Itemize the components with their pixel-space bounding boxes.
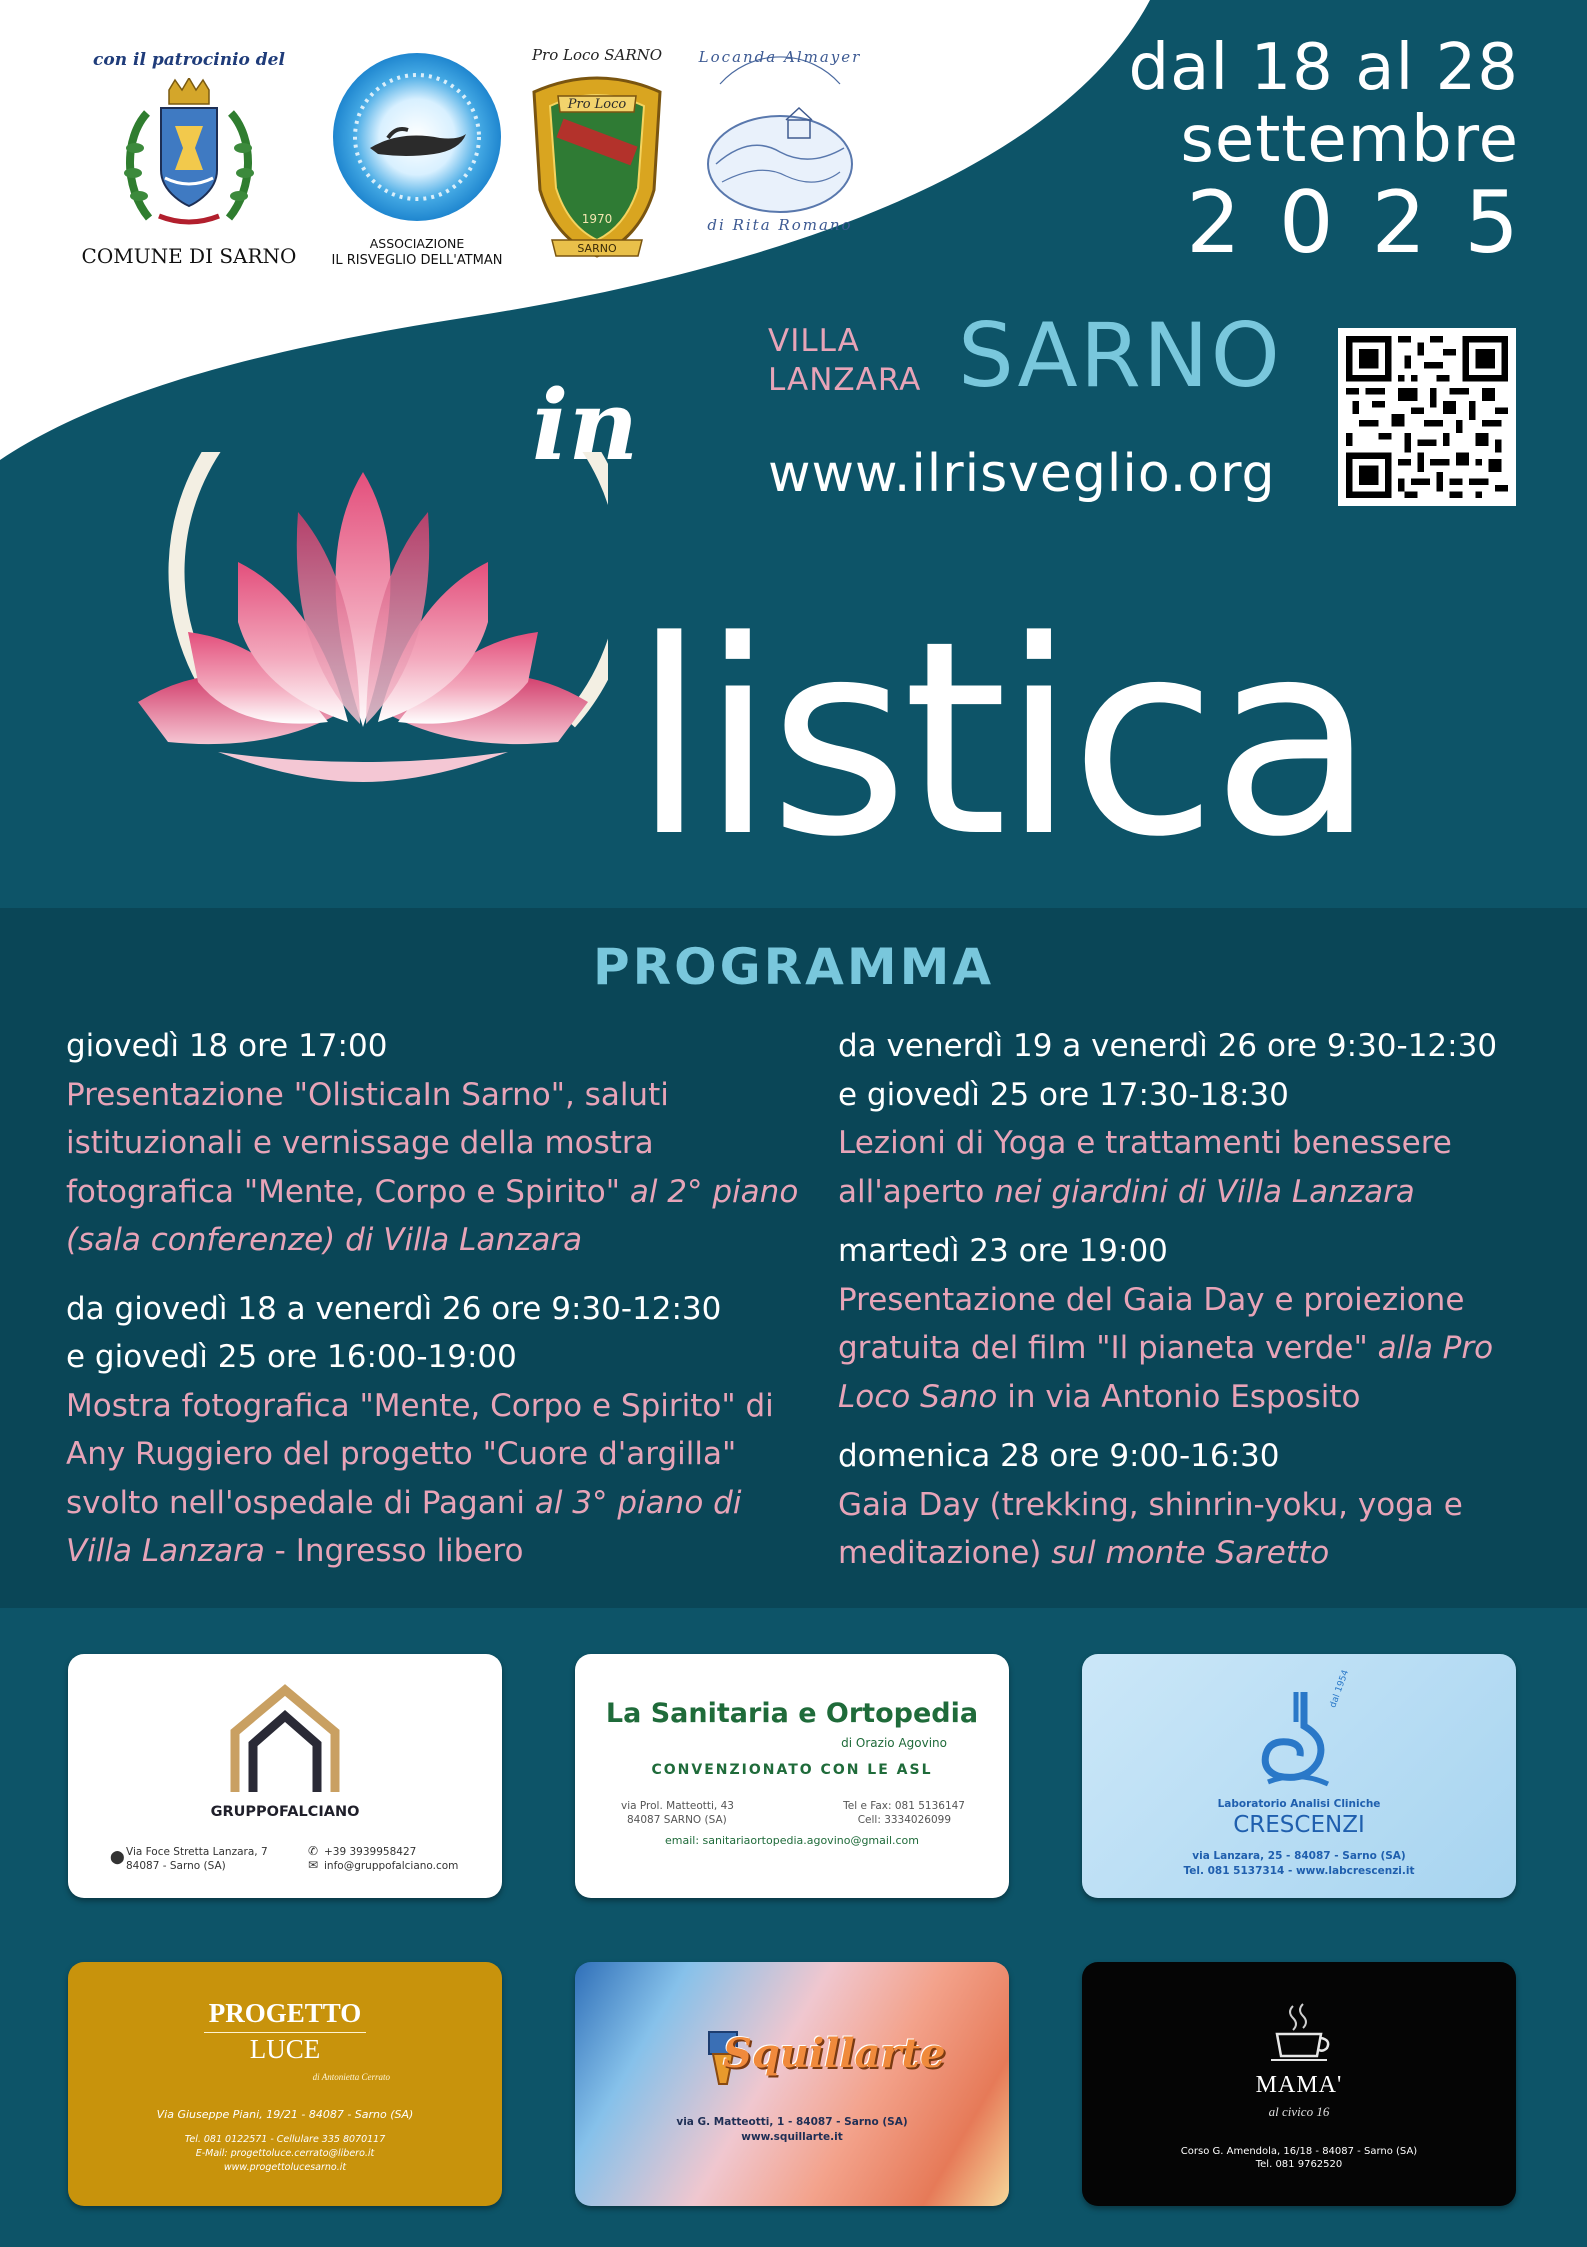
falciano-name: GRUPPOFALCIANO	[210, 1804, 360, 1820]
title-main: listica	[632, 584, 1370, 896]
mama-addr: Corso G. Amendola, 16/18 - 84087 - Sarno (SA)	[1180, 2146, 1418, 2157]
crescenzi-since: dal 1954	[1328, 1668, 1352, 1710]
crescenzi-contact: Tel. 081 5137314 - www.labcrescenzi.it	[1183, 1865, 1415, 1877]
house-logo-icon	[215, 1682, 355, 1796]
programme-item	[66, 1285, 806, 1576]
programme-heading: PROGRAMMA	[592, 938, 995, 996]
programme-where: nei giardini di Villa Lanzara	[994, 1173, 1415, 1210]
locanda-drawing-icon	[690, 44, 870, 244]
luce-email: E-Mail: progettoluce.cerrato@libero.it	[195, 2148, 375, 2159]
programme-column-left	[66, 1022, 806, 1587]
villa-line-1: VILLA	[768, 323, 860, 359]
mama-name: MAMA'	[1255, 2072, 1343, 2098]
sanitaria-sub: di Orazio Agovino	[841, 1736, 947, 1750]
programme-when: da giovedì 18 a venerdì 26 ore 9:30-12:30	[66, 1290, 722, 1327]
sun-hand-icon	[330, 50, 504, 224]
proloco-ribbon: SARNO	[577, 242, 617, 255]
mama-sub: al civico 16	[1268, 2104, 1330, 2119]
crescenzi-flask-icon	[1258, 1682, 1338, 1792]
website-link[interactable]: www.ilrisveglio.org	[768, 444, 1276, 504]
programme-what: Presentazione del Gaia Day e proiezione gratuita del film "Il pianeta verde" alla Pro Loco Sano in via Antonio Esposito	[838, 1281, 1494, 1415]
sponsor-card-progetto-luce[interactable]	[68, 1962, 502, 2206]
venue-villa	[768, 322, 921, 400]
comune-crest-icon	[119, 78, 259, 238]
falciano-addr2: 84087 - Sarno (SA)	[126, 1860, 226, 1872]
lotus-circle-icon	[128, 452, 608, 832]
sanitaria-addr2: 84087 SARNO (SA)	[627, 1814, 727, 1826]
luce-line2: LUCE	[249, 2034, 321, 2064]
title-in: in	[532, 369, 639, 482]
programme-when: e giovedì 25 ore 16:00-19:00	[66, 1339, 517, 1375]
programme-what: Lezioni di Yoga e trattamenti benessere all'aperto nei giardini di Villa Lanzara	[838, 1125, 1452, 1210]
sanitaria-tel: Tel e Fax: 081 5136147	[843, 1800, 965, 1812]
proloco-logo	[522, 46, 672, 266]
location-pin-icon: ⬤	[110, 1850, 125, 1865]
programme-when: domenica 28 ore 9:00-16:30	[838, 1438, 1280, 1474]
programme-what: Presentazione "OlisticaIn Sarno", saluti istituzionali e vernissage della mostra fotografica "Mente, Corpo e Spirito" al 2° piano (sala conferenze) di Villa Lanzara	[66, 1076, 799, 1258]
falciano-phone: +39 3939958427	[324, 1846, 417, 1858]
mama-tel: Tel. 081 9762520	[1255, 2159, 1343, 2170]
crescenzi-name: CRESCENZI	[1233, 1812, 1365, 1838]
sponsor-card-mama[interactable]	[1082, 1962, 1516, 2206]
luce-divider	[204, 2032, 366, 2033]
proloco-year: 1970	[581, 212, 613, 226]
programme-when: giovedì 18 ore 17:00	[66, 1028, 388, 1064]
squillarte-addr: via G. Matteotti, 1 - 84087 - Sarno (SA)	[676, 2116, 908, 2128]
programme-what: Gaia Day (trekking, shinrin-yoku, yoga e meditazione) sul monte Saretto	[838, 1486, 1463, 1571]
date-line-1: dal 18 al 28	[1128, 31, 1519, 105]
coffee-cup-icon	[1265, 2000, 1335, 2064]
date-line-2: settembre	[1180, 103, 1519, 177]
programme-item	[838, 1022, 1538, 1216]
sanitaria-conv: CONVENZIONATO CON LE ASL	[651, 1762, 933, 1778]
sanitaria-cell: Cell: 3334026099	[857, 1814, 951, 1826]
sanitaria-addr1: via Prol. Matteotti, 43	[621, 1800, 734, 1812]
programme-where: al 2° piano (sala conferenze) di Villa Lanzara	[66, 1173, 799, 1258]
sponsor-card-sanitaria[interactable]	[575, 1654, 1009, 1898]
city-name: SARNO	[958, 304, 1282, 407]
comune-caption: con il patrocinio del	[93, 50, 285, 70]
luce-addr: Via Giuseppe Piani, 19/21 - 84087 - Sarno (SA)	[156, 2108, 414, 2121]
sponsor-card-crescenzi[interactable]	[1082, 1654, 1516, 1898]
programme-where: sul monte Saretto	[1051, 1535, 1330, 1571]
phone-icon: ✆	[308, 1844, 319, 1858]
associazione-line2: IL RISVEGLIO DELL'ATMAN	[331, 253, 503, 268]
falciano-email: info@gruppofalciano.com	[324, 1860, 459, 1872]
sponsor-card-falciano[interactable]	[68, 1654, 502, 1898]
qr-code[interactable]	[1338, 328, 1516, 506]
squillarte-name: Squillarte	[723, 2030, 946, 2077]
luce-tel: Tel. 081 0122571 - Cellulare 335 8070117	[184, 2134, 386, 2145]
mail-icon: ✉	[308, 1858, 319, 1872]
locanda-almayer-logo	[690, 44, 870, 244]
event-dates	[1128, 31, 1557, 273]
locanda-bottom: di Rita Romano	[707, 216, 853, 234]
crescenzi-addr: via Lanzara, 25 - 84087 - Sarno (SA)	[1192, 1850, 1406, 1862]
falciano-addr1: Via Foce Stretta Lanzara, 7	[126, 1846, 268, 1858]
luce-web: www.progettolucesarno.it	[223, 2162, 347, 2173]
locanda-top: Locanda Almayer	[698, 48, 862, 66]
associazione-line1: ASSOCIAZIONE	[369, 236, 465, 251]
luce-line1: PROGETTO	[208, 1998, 362, 2028]
programme-when: da venerdì 19 a venerdì 26 ore 9:30-12:30	[838, 1028, 1498, 1064]
programme-column-right	[838, 1022, 1538, 1589]
programme-item	[838, 1227, 1538, 1421]
sponsor-card-squillarte[interactable]	[575, 1962, 1009, 2206]
proloco-badge-top: Pro Loco	[567, 97, 627, 112]
date-year: 2025	[1186, 173, 1557, 273]
programme-where: alla Pro Loco Sano	[838, 1330, 1494, 1415]
luce-by: di Antonietta Cerrato	[312, 2072, 390, 2082]
programme-where: al 3° piano di Villa Lanzara	[66, 1484, 742, 1569]
comune-di-sarno-logo	[64, 48, 314, 274]
programme-item	[66, 1022, 806, 1265]
qr-code-icon	[1346, 336, 1508, 498]
proloco-caption: Pro Loco SARNO	[531, 46, 663, 64]
comune-name: COMUNE DI SARNO	[81, 244, 297, 268]
sanitaria-email: email: sanitariaortopedia.agovino@gmail.com	[665, 1834, 919, 1847]
villa-line-2: LANZARA	[768, 362, 922, 398]
squillarte-web: www.squillarte.it	[741, 2131, 843, 2143]
programme-what: Mostra fotografica "Mente, Corpo e Spirito" di Any Ruggiero del progetto "Cuore d'argilla" svolto nell'ospedale di Pagani al 3° piano di Villa Lanzara - Ingresso libero	[66, 1387, 774, 1569]
programme-when: martedì 23 ore 19:00	[838, 1233, 1168, 1269]
sanitaria-name: La Sanitaria e Ortopedia	[605, 1698, 979, 1729]
crescenzi-label: Laboratorio Analisi Cliniche	[1217, 1798, 1381, 1810]
programme-when: e giovedì 25 ore 17:30-18:30	[838, 1076, 1289, 1113]
programme-item	[838, 1432, 1538, 1578]
associazione-logo	[322, 50, 512, 272]
